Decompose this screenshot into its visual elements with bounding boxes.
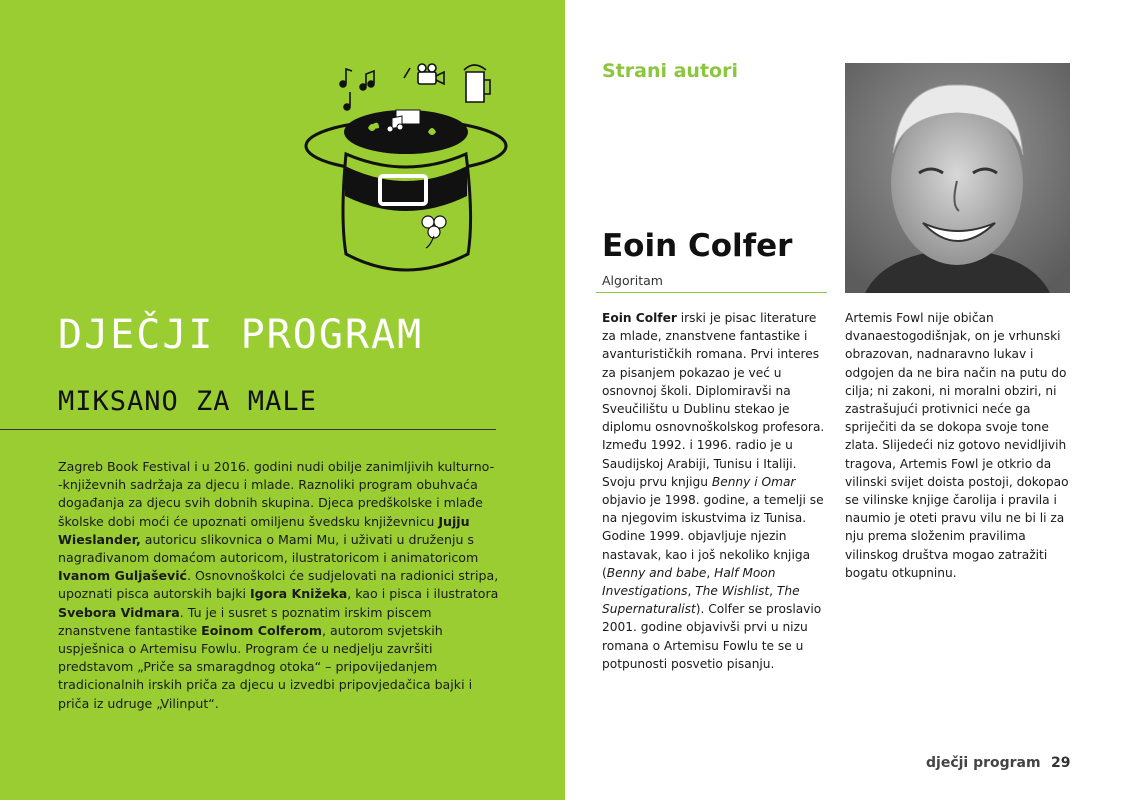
- leprechaun-hat-icon: [288, 58, 518, 308]
- publisher-label: Algoritam: [602, 273, 663, 288]
- page-title: DJEČJI PROGRAM: [58, 312, 424, 358]
- divider: [0, 429, 496, 430]
- page-subtitle: MIKSANO ZA MALE: [58, 386, 317, 417]
- page-number: 29: [1051, 755, 1071, 771]
- divider: [596, 292, 827, 293]
- author-photo: [845, 63, 1070, 293]
- author-bio-column: Eoin Colfer irski je pisac literature za mlade, znanstvene fantastike i avanturističkih romana. Prvi interes za pisanjem pokazao je već u osnovnoj školi. Diplomiravši na Sveučilištu u Dublinu stekao je diplomu osnovnoškolskog profesora. Između 1992. i 1996. radio je u Saudijskoj Arabiji, Tunisu i Italiji. Svoju prvu knjigu Benny i Omar objavio je 1998. godine, a temelji se na njegovim iskustvima iz Tunisa. Godine 1999. objavljuje njezin nastavak, kao i još nekoliko knjiga (Benny and babe, Half Moon Investigations, The Wishlist, The Supernaturalist). Colfer se proslavio 2001. godine objavivši prvi u nizu romana o Artemisu Fowlu te se u potpunosti posvetio pisanju.: [602, 311, 825, 671]
- footer-section-name: dječji program: [926, 755, 1041, 771]
- intro-paragraph: Zagreb Book Festival i u 2016. godini nudi obilje zanimljivih kulturno- -književnih sadržaja za djecu i mlade. Raznoliki program obuhvaća događanja za djecu svih dobnih skupina. Djeca predškolske i mlađe školske dobi moći će upoznati omiljenu švedsku književnicu Jujju Wieslander, autoricu slikovnica o Mami Mu, i uživati u druženju s nagrađivanom domaćom autoricom, ilustratoricom i animatoricom Ivanom Guljašević. Osnovnoškolci će sudjelovati na radionici stripa, upoznati pisca autorskih bajki Igora Knižeka, kao i pisca i ilustratora Svebora Vidmara. Tu je i susret s poznatim irskim piscem znanstvene fantastike Eoinom Colferom, autorom svjetskih uspješnica o Artemisu Fowlu. Program će u nedjelju završiti predstavom „Priče sa smaragdnog otoka“ – pripovijedanjem tradicionalnih irskih priča za djecu u izvedbi pripovjedačica bajki i priča iz udruge „Vilinput“.: [58, 459, 499, 711]
- section-label: Strani autori: [602, 60, 738, 82]
- author-name: Eoin Colfer: [602, 228, 793, 264]
- author-portrait-icon: [845, 63, 1070, 293]
- book-description-column: Artemis Fowl nije običan dvanaestogodišnjak, on je vrhunski obrazovan, nadnaravno lukav i odgojen da ne bira način na putu do cilja; ni zakoni, ni moralni obziri, ni zastrašujući protivnici neće ga spriječiti da se dokopa svoje tone zlata. Slijedeći niz gotovo nevidljivih tragova, Artemis Fowl je otkrio da vilinski svijet doista postoji, dokopao se vilinske knjige čarolija i pravila i naumio je oteti pravu vilu ne bi li za nju prema složenim pravilima vilinskog društva mogao zatražiti bogatu otkupninu.: [845, 311, 1069, 580]
